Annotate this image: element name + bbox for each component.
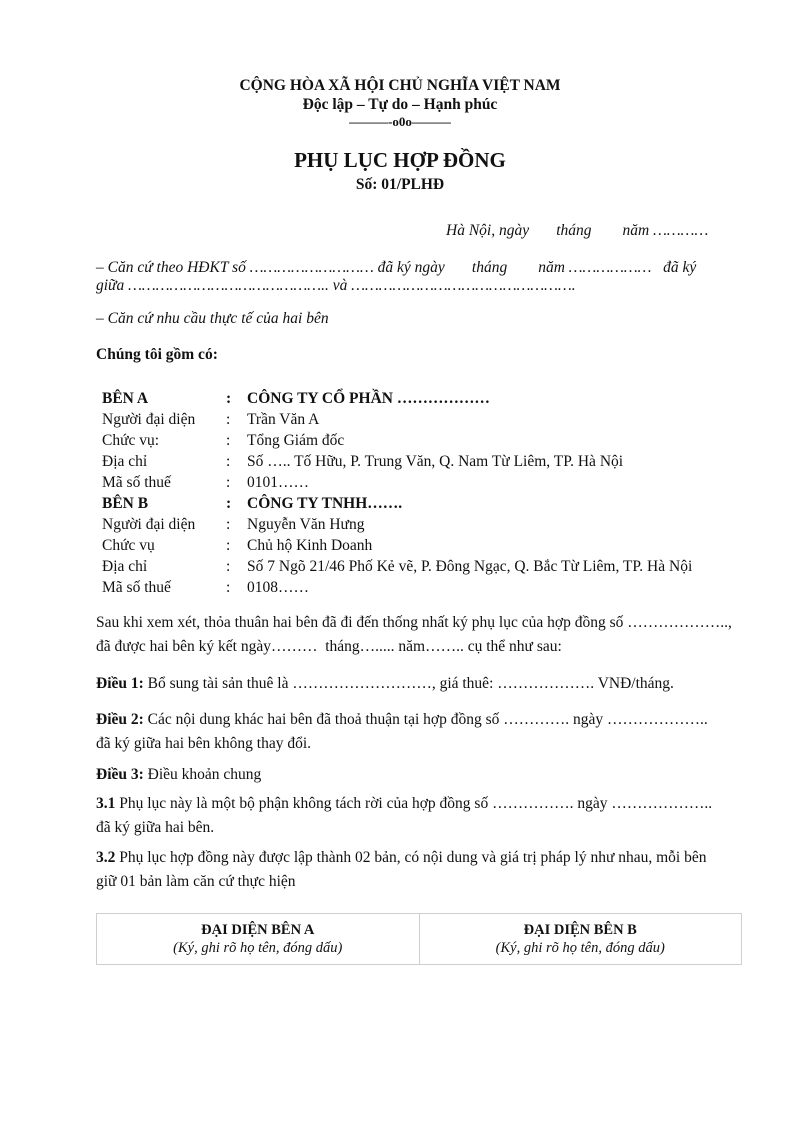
clause-3-1-line-2: đã ký giữa hai bên. [96, 819, 215, 836]
party-a-row [102, 430, 742, 451]
party-b-company: CÔNG TY TNHH……. [247, 495, 403, 512]
clause-3-1-label: 3.1 [96, 795, 116, 812]
article-3-label: Điều 3: [96, 766, 144, 783]
position-value: Chủ hộ Kinh Doanh [247, 537, 373, 554]
agreement-line-2: đã được hai bên ký kết ngày……… tháng…..... năm…….. cụ thể như sau: [96, 638, 562, 655]
national-header [0, 76, 800, 130]
signature-a-note: (Ký, ghi rõ họ tên, đóng dấu) [173, 940, 343, 956]
party-b-label: BÊN B [102, 495, 149, 512]
party-b-row [102, 535, 742, 556]
basis-line-3: – Căn cứ nhu cầu thực tế của hai bên [96, 310, 329, 327]
signature-b-note: (Ký, ghi rõ họ tên, đóng dấu) [495, 940, 665, 956]
document-number: Số: 01/PLHĐ [355, 176, 445, 193]
signature-table [96, 913, 742, 965]
signature-a-title: ĐẠI DIỆN BÊN A [201, 922, 315, 938]
colon: : [226, 390, 232, 407]
colon: : [226, 474, 231, 491]
colon: : [226, 558, 231, 575]
article-1-label: Điều 1: [96, 675, 144, 692]
party-a-block [102, 388, 742, 493]
party-b-row [102, 577, 742, 598]
intro-text: Chúng tôi gồm có: [96, 346, 218, 363]
clause-3-1-text: Phụ lục này là một bộ phận không tách rời của hợp đồng số ……………. ngày ……………….. [115, 795, 713, 812]
party-a-row [102, 388, 742, 409]
party-a-row [102, 451, 742, 472]
signature-b-title: ĐẠI DIỆN BÊN B [523, 922, 637, 938]
basis-line-2: giữa …………………………………….. và …………………………………………. [96, 277, 576, 294]
colon: : [226, 579, 231, 596]
article-1 [96, 673, 674, 694]
party-a-row [102, 472, 742, 493]
party-a-row [102, 409, 742, 430]
article-2-label: Điều 2: [96, 711, 144, 728]
signature-party-b [419, 914, 742, 964]
clause-3-2-text: Phụ lục hợp đồng này được lập thành 02 bản, có nội dung và giá trị pháp lý như nhau, mỗi bên [115, 849, 707, 866]
colon: : [226, 537, 231, 554]
clause-3-2-label: 3.2 [96, 849, 116, 866]
clause-3-2-line-2: giữ 01 bản làm căn cứ thực hiện [96, 873, 296, 890]
representative-label: Người đại diện [102, 516, 196, 533]
address-label: Địa chỉ [102, 558, 148, 575]
tax-code-label: Mã số thuế [102, 579, 171, 596]
colon: : [226, 432, 231, 449]
party-b-block [102, 493, 742, 598]
representative-label: Người đại diện [102, 411, 196, 428]
article-2-text: Các nội dung khác hai bên đã thoả thuận tại hợp đồng số …………. ngày ……………….. [143, 711, 708, 728]
representative-value: Trần Văn A [247, 411, 320, 428]
clause-3-2 [96, 847, 706, 868]
address-value: Số ….. Tố Hữu, P. Trung Văn, Q. Nam Từ Liêm, TP. Hà Nội [247, 453, 624, 470]
tax-code-label: Mã số thuế [102, 474, 171, 491]
colon: : [226, 495, 232, 512]
basis-line-1: – Căn cứ theo HĐKT số ……………………… đã ký ngày tháng năm ……………… đã ký [96, 259, 697, 276]
party-b-row [102, 493, 742, 514]
article-2 [96, 709, 708, 730]
document-title: PHỤ LỤC HỢP ĐỒNG [294, 148, 506, 172]
clause-3-1 [96, 793, 712, 814]
party-b-row [102, 556, 742, 577]
address-value: Số 7 Ngõ 21/46 Phố Kẻ vẽ, P. Đông Ngạc, Q. Bắc Từ Liêm, TP. Hà Nội [247, 558, 693, 575]
article-1-text: Bổ sung tài sản thuê là ………………………, giá thuê: ………………. VNĐ/tháng. [143, 675, 674, 692]
representative-value: Nguyễn Văn Hưng [247, 516, 365, 533]
colon: : [226, 411, 231, 428]
party-b-row [102, 514, 742, 535]
article-2-line-2: đã ký giữa hai bên không thay đổi. [96, 735, 312, 752]
tax-code-value: 0108…… [247, 579, 309, 596]
position-value: Tổng Giám đốc [247, 432, 345, 449]
tax-code-value: 0101…… [247, 474, 309, 491]
header-separator: ———-o0o——— [349, 114, 451, 129]
position-label: Chức vụ: [102, 432, 160, 449]
article-3 [96, 764, 261, 785]
colon: : [226, 453, 231, 470]
country-name: CỘNG HÒA XÃ HỘI CHỦ NGHĨA VIỆT NAM [239, 77, 561, 94]
agreement-line-1: Sau khi xem xét, thỏa thuân hai bên đã đi đến thống nhất ký phụ lục của hợp đồng số ……………….., [96, 614, 732, 631]
place-date: Hà Nội, ngày tháng năm ………… [446, 222, 709, 239]
party-a-label: BÊN A [102, 390, 149, 407]
colon: : [226, 516, 231, 533]
signature-party-a [97, 914, 419, 964]
article-3-text: Điều khoản chung [143, 766, 262, 783]
national-motto: Độc lập – Tự do – Hạnh phúc [302, 96, 498, 113]
address-label: Địa chỉ [102, 453, 148, 470]
party-a-company: CÔNG TY CỔ PHẦN ……………… [247, 390, 490, 407]
position-label: Chức vụ [102, 537, 155, 554]
